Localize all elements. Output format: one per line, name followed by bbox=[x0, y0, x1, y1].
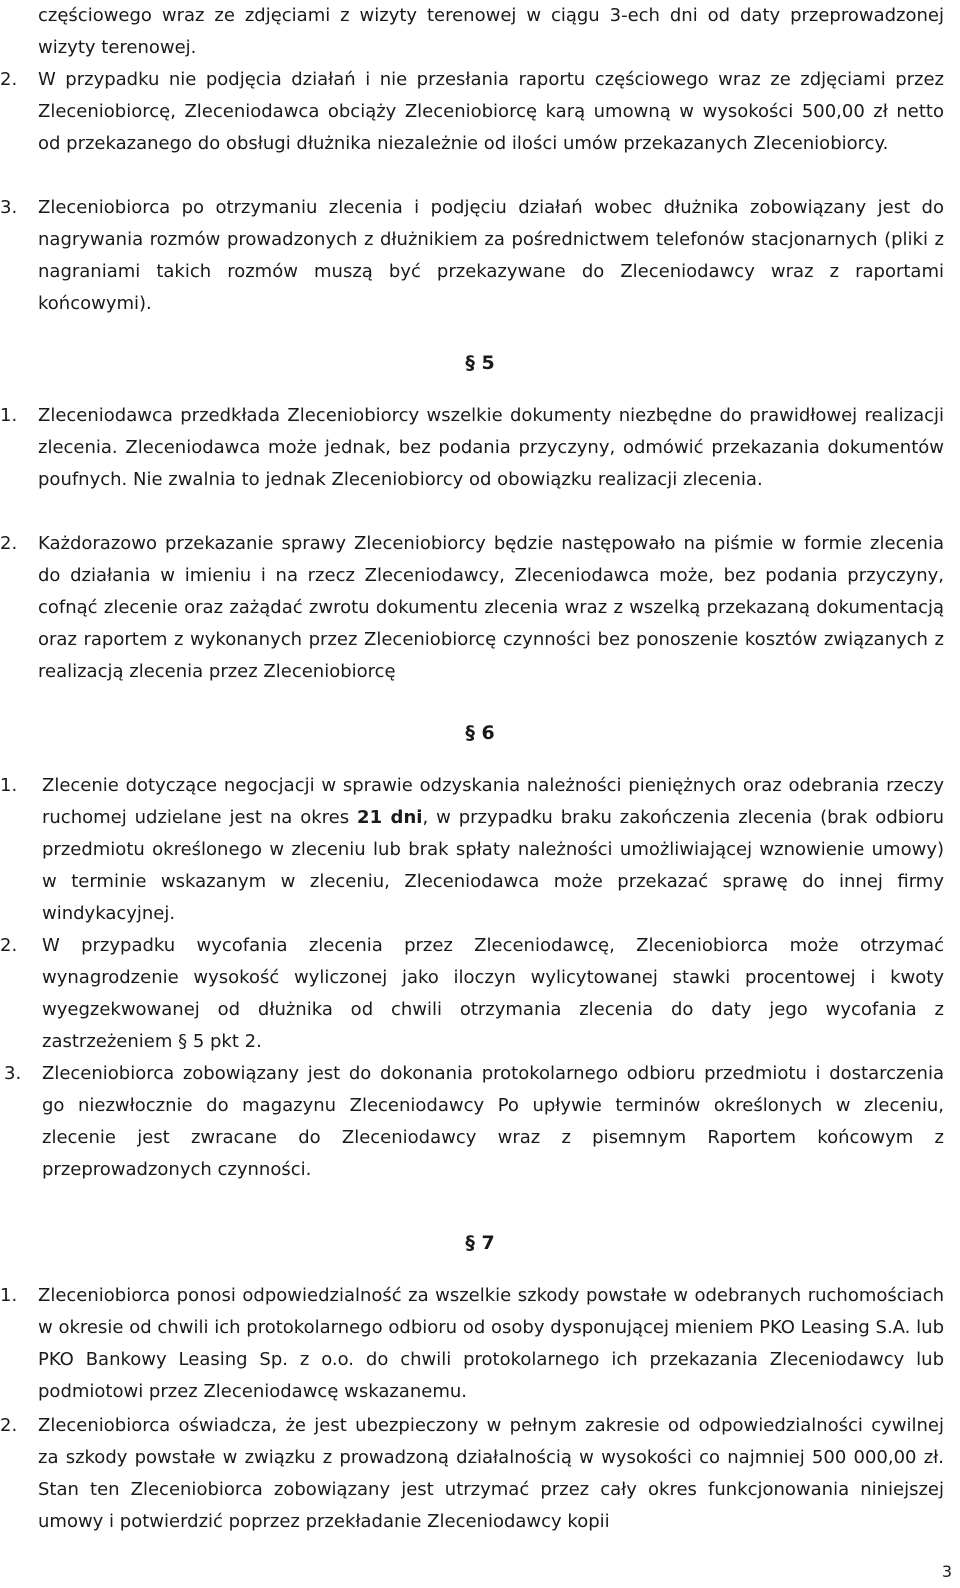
paragraph-6-1-text-b: , w przypadku braku zakończenia zlecenia (brak odbioru przedmiotu określonego w zleceniu lub brak spłaty należności umożliwiającej wznowienie umowy) w terminie wskazanym w zleceniu, Zleceniodawca może przekazać sprawę do innej firmy windykacyjnej. bbox=[42, 807, 944, 924]
list-number: 2. bbox=[0, 69, 18, 90]
list-number: 1. bbox=[0, 405, 18, 426]
paragraph-continuation: częściowego wraz ze zdjęciami z wizyty terenowej w ciągu 3-ech dni od daty przeprowadzonej wizyty terenowej. bbox=[38, 5, 944, 58]
section-heading-5: § 5 bbox=[465, 352, 495, 374]
section-heading-6: § 6 bbox=[465, 722, 495, 744]
list-number: 2. bbox=[0, 1415, 18, 1436]
list-number: 1. bbox=[0, 775, 18, 796]
paragraph-6-1-text-a: Zlecenie dotyczące negocjacji w sprawie odzyskania należności pieniężnych oraz odebrania rzeczy ruchomej udzielane jest na okres bbox=[42, 775, 944, 828]
list-number: 3. bbox=[4, 1063, 22, 1084]
paragraph-6-2: W przypadku wycofania zlecenia przez Zleceniodawcę, Zleceniobiorca może otrzymać wynagrodzenie wysokość wyliczonej jako iloczyn wylicytowanej stawki procentowej i kwoty wyegzekwowanej od dłużnika od chwili otrzymania zlecenia do daty jego wycofania z zastrzeżeniem § 5 pkt 2. bbox=[42, 935, 944, 1052]
list-number: 3. bbox=[0, 197, 18, 218]
list-number: 2. bbox=[0, 533, 18, 554]
paragraph-6-1 bbox=[42, 770, 944, 930]
paragraph-4-3: Zleceniobiorca po otrzymaniu zlecenia i podjęciu działań wobec dłużnika zobowiązany jest do nagrywania rozmów prowadzonych z dłużnikiem za pośrednictwem telefonów stacjonarnych (pliki z nagraniami takich rozmów muszą być przekazywane do Zleceniodawcy wraz z raportami końcowymi). bbox=[38, 197, 944, 314]
page-number: 3 bbox=[941, 1562, 952, 1581]
paragraph-7-2: Zleceniobiorca oświadcza, że jest ubezpieczony w pełnym zakresie od odpowiedzialności cywilnej za szkody powstałe w związku z prowadzoną działalnością w wysokości co najmniej 500 000,00 zł. Stan ten Zleceniobiorca zobowiązany jest utrzymać przez cały okres funkcjonowania niniejszej umowy i potwierdzić poprzez przekładanie Zleceniodawcy kopii bbox=[38, 1415, 944, 1532]
paragraph-5-1: Zleceniodawca przedkłada Zleceniobiorcy wszelkie dokumenty niezbędne do prawidłowej realizacji zlecenia. Zleceniodawca może jednak, bez podania przyczyny, odmówić przekazania dokumentów poufnych. Nie zwalnia to jednak Zleceniobiorcy od obowiązku realizacji zlecenia. bbox=[38, 405, 944, 490]
section-heading-7: § 7 bbox=[465, 1232, 495, 1254]
list-number: 1. bbox=[0, 1285, 18, 1306]
paragraph-5-2: Każdorazowo przekazanie sprawy Zleceniobiorcy będzie następowało na piśmie w formie zlecenia do działania w imieniu i na rzecz Zleceniodawcy, Zleceniodawca może, bez podania przyczyny, cofnąć zlecenie oraz zażądać zwrotu dokumentu zlecenia wraz z wszelką przekazaną dokumentacją oraz raportem z wykonanych przez Zleceniobiorcę czynności bez ponoszenie kosztów związanych z realizacją zlecenia przez Zleceniobiorcę bbox=[38, 533, 944, 682]
list-number: 2. bbox=[0, 935, 18, 956]
paragraph-4-2: W przypadku nie podjęcia działań i nie przesłania raportu częściowego wraz ze zdjęciami przez Zleceniobiorcę, Zleceniodawca obciąży Zleceniobiorcę karą umowną w wysokości 500,00 zł netto od przekazanego do obsługi dłużnika niezależnie od ilości umów przekazanych Zleceniobiorcy. bbox=[38, 69, 944, 154]
paragraph-7-1: Zleceniobiorca ponosi odpowiedzialność za wszelkie szkody powstałe w odebranych ruchomościach w okresie od chwili ich protokolarnego odbioru od osoby dysponującej mieniem PKO Leasing S.A. lub PKO Bankowy Leasing Sp. z o.o. do chwili protokolarnego ich przekazania Zleceniodawcy lub podmiotowi przez Zleceniodawcę wskazanemu. bbox=[38, 1285, 944, 1402]
paragraph-6-1-bold: 21 dni bbox=[357, 807, 423, 828]
paragraph-6-3: Zleceniobiorca zobowiązany jest do dokonania protokolarnego odbioru przedmiotu i dostarczenia go niezwłocznie do magazynu Zleceniodawcy Po upływie terminów określonych w zleceniu, zlecenie jest zwracane do Zleceniodawcy wraz z pisemnym Raportem końcowym z przeprowadzonych czynności. bbox=[42, 1063, 944, 1180]
